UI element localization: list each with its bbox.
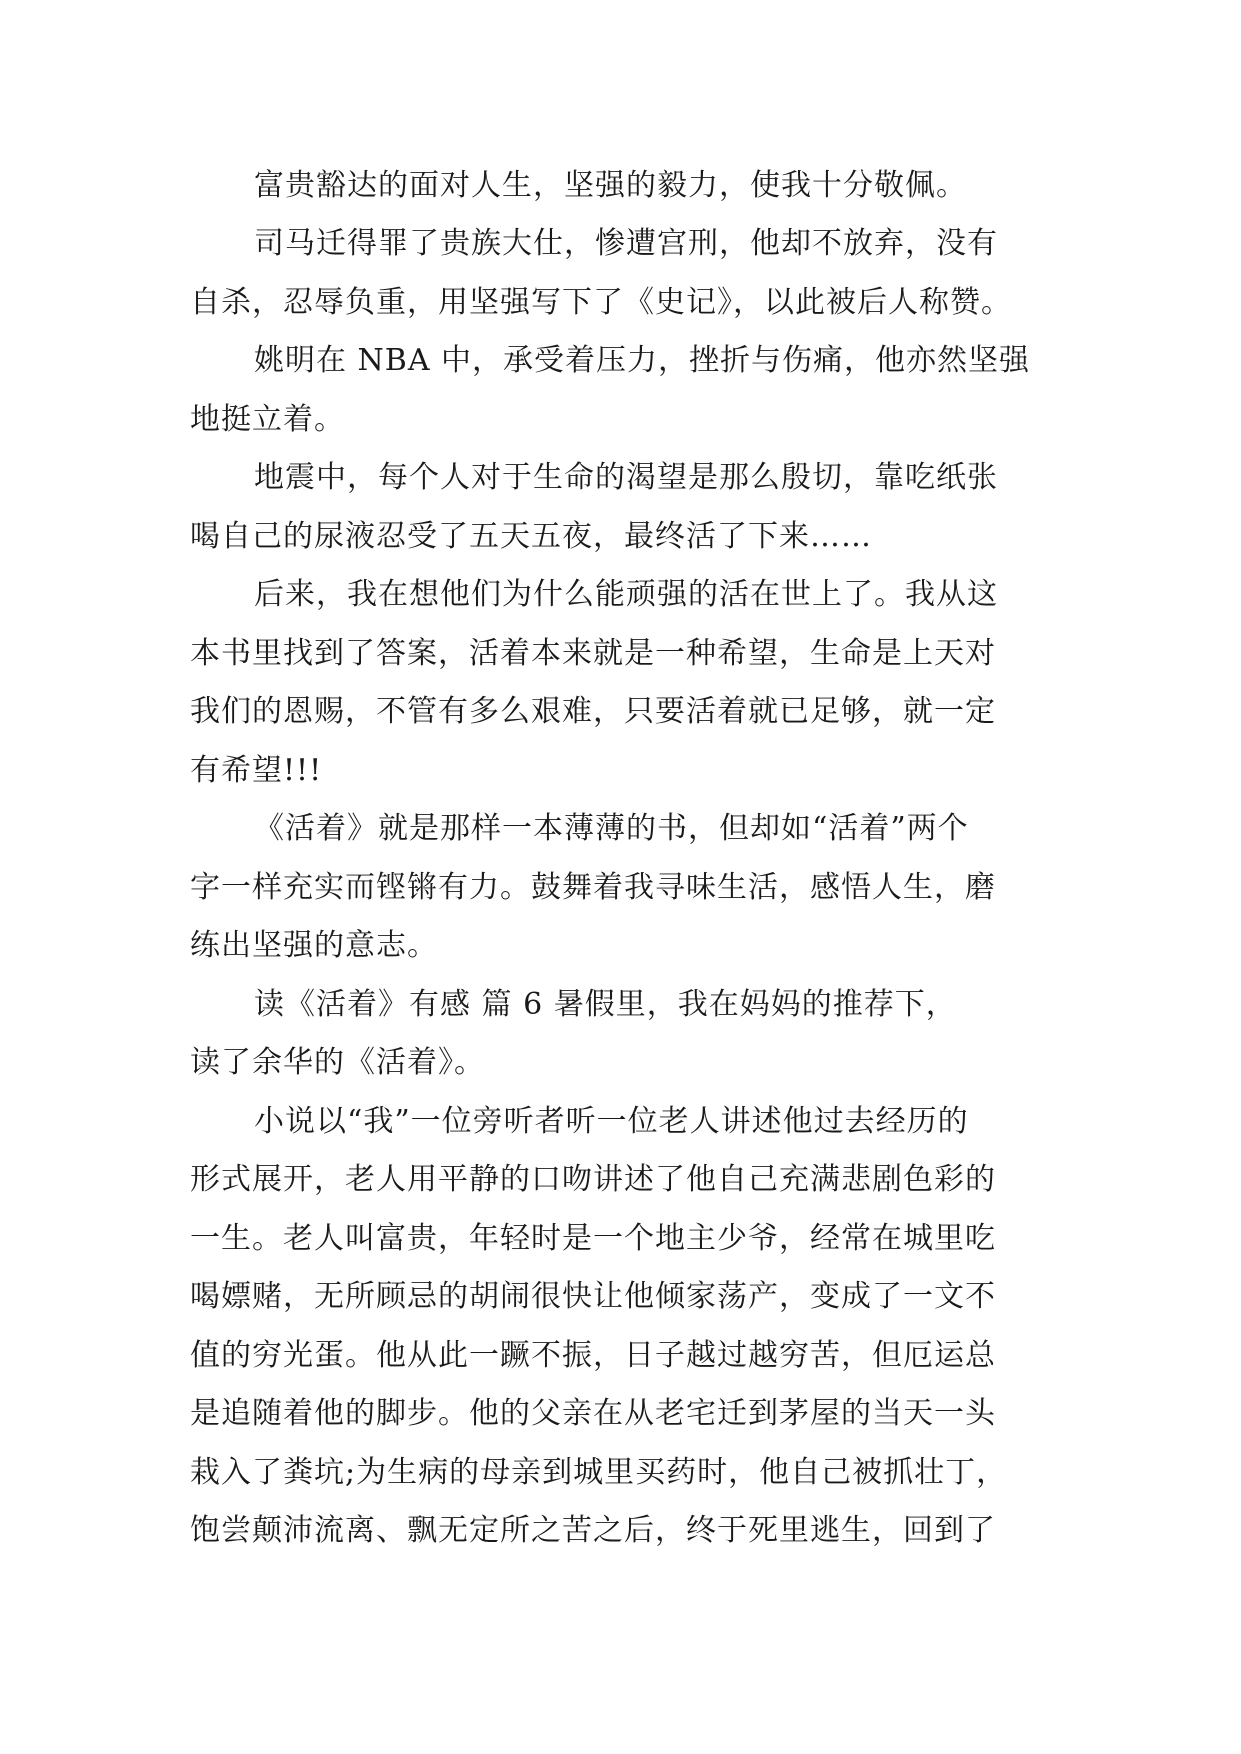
text-line: 读了余华的《活着》。: [190, 1045, 485, 1080]
text-line: 练出坚强的意志。: [190, 928, 438, 963]
text-line: 本书里找到了答案，活着本来就是一种希望，生命是上天对: [190, 636, 996, 671]
section-heading-line: 读《活着》有感 篇 6 暑假里，我在妈妈的推荐下，: [254, 987, 957, 1022]
text-line: 形式展开，老人用平静的口吻讲述了他自己充满悲剧色彩的: [190, 1162, 996, 1197]
text-line: 姚明在 NBA 中，承受着压力，挫折与伤痛，他亦然坚强: [254, 343, 1031, 378]
text-line: 小说以“我”一位旁听者听一位老人讲述他过去经历的: [254, 1104, 969, 1139]
text-line: 饱尝颠沛流离、飘无定所之苦之后，终于死里逃生，回到了: [190, 1513, 996, 1548]
text-line: 喝自己的尿液忍受了五天五夜，最终活了下来……: [190, 519, 872, 554]
text-line: 值的穷光蛋。他从此一蹶不振，日子越过越穷苦，但厄运总: [190, 1338, 996, 1373]
text-line: 自杀，忍辱负重，用坚强写下了《史记》，以此被后人称赞。: [190, 285, 1012, 320]
text-line: 地挺立着。: [190, 402, 345, 437]
text-line: 地震中，每个人对于生命的渴望是那么殷切，靠吃纸张: [254, 460, 998, 495]
text-line: 富贵豁达的面对人生，坚强的毅力，使我十分敬佩。: [254, 168, 967, 203]
text-line: 我们的恩赐，不管有多么艰难，只要活着就已足够，就一定: [190, 694, 996, 729]
text-line: 一生。老人叫富贵，年轻时是一个地主少爷，经常在城里吃: [190, 1221, 996, 1256]
text-line: 后来，我在想他们为什么能顽强的活在世上了。我从这: [254, 577, 998, 612]
text-line: 司马迁得罪了贵族大仕，惨遭宫刑，他却不放弃，没有: [254, 226, 998, 261]
text-line: 喝嫖赌，无所顾忌的胡闹很快让他倾家荡产，变成了一文不: [190, 1279, 996, 1314]
text-line: 有希望!!!: [190, 753, 323, 788]
text-line: 栽入了粪坑;为生病的母亲到城里买药时，他自己被抓壮丁，: [190, 1455, 1008, 1490]
text-line: 字一样充实而铿锵有力。鼓舞着我寻味生活，感悟人生，磨: [190, 870, 996, 905]
text-line: 《活着》就是那样一本薄薄的书，但却如“活着”两个: [254, 811, 969, 846]
text-line: 是追随着他的脚步。他的父亲在从老宅迁到茅屋的当天一头: [190, 1396, 996, 1431]
